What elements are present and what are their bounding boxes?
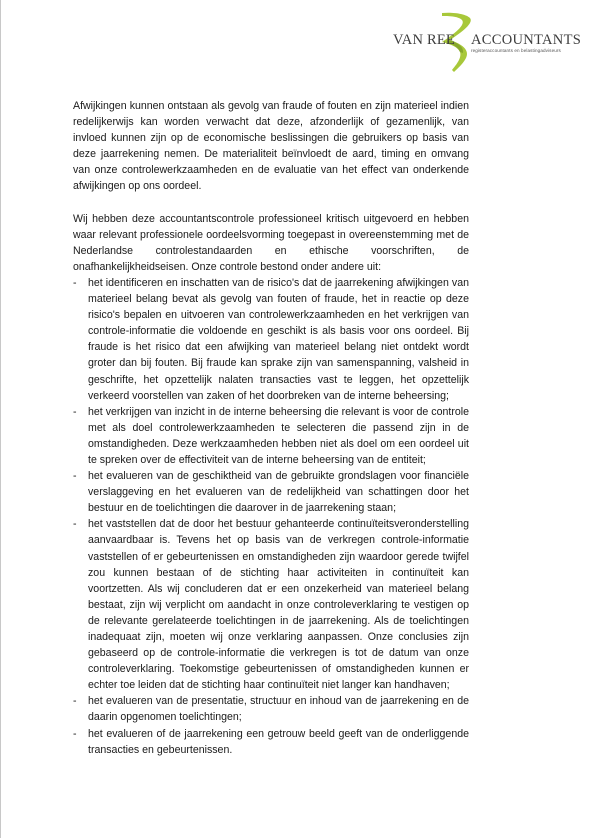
paragraph-materiality: Afwijkingen kunnen ontstaan als gevolg van fraude of fouten en zijn materieel indien redelijkerwijs kan worden verwacht dat deze, afzonderlijk of gezamenlijk, van invloed kunnen zijn op de economische beslissingen die gebruikers op basis van deze jaarrekening nemen. De materialiteit beïnvloedt de aard, timing en omvang van onze controlewerkzaamheden en de evaluatie van het effect van onderkende afwijkingen op ons oordeel. bbox=[73, 100, 469, 193]
bullet-marker: - bbox=[73, 727, 77, 740]
list-item bbox=[73, 404, 469, 468]
paragraph-audit-approach: Wij hebben deze accountantscontrole professioneel kritisch uitgevoerd en hebben waar relevant professionele oordeelsvorming toegepast in overeenstemming met de Nederlandse controlestandaarden en ethische voorschriften, de onafhankelijkheidseisen. Onze controle bestond onder andere uit: bbox=[73, 212, 469, 273]
list-item-text: het evalueren of de jaarrekening een getrouw beeld geeft van de onderliggende transacties en gebeurtenissen. bbox=[88, 727, 469, 756]
bullet-marker: - bbox=[73, 470, 77, 483]
list-item-text: het evalueren van de presentatie, structuur en inhoud van de jaarrekening en de daarin opgenomen toelichtingen; bbox=[88, 695, 469, 724]
bullet-marker: - bbox=[73, 695, 77, 708]
bullet-marker: - bbox=[73, 405, 77, 418]
bullet-marker: - bbox=[73, 518, 77, 531]
list-item bbox=[73, 275, 469, 404]
list-item bbox=[73, 693, 469, 725]
page-edge bbox=[0, 0, 1, 838]
logo-name-right: ACCOUNTANTS bbox=[471, 32, 582, 48]
logo-tagline: registeraccountants en belastingadviseurs bbox=[471, 48, 561, 53]
list-item bbox=[73, 468, 469, 516]
bullet-marker: - bbox=[73, 276, 77, 289]
list-item-text: het verkrijgen van inzicht in de interne beheersing die relevant is voor de controle met als doel controlewerkzaamheden te selecteren die passend zijn in de omstandigheden. Deze werkzaamheden hebben niet als doel om een oordeel uit te spreken over de effectiviteit van de interne beheersing van de entiteit; bbox=[88, 405, 469, 466]
list-item bbox=[73, 516, 469, 693]
document-body bbox=[73, 98, 469, 758]
logo-name-left: VAN REE bbox=[393, 32, 455, 48]
audit-procedures-list bbox=[73, 275, 469, 758]
list-item-text: het vaststellen dat de door het bestuur gehanteerde continuïteitsveronderstelling aanvaardbaar is. Tevens het op basis van de verkregen controle-informatie vaststellen of er gebeurtenissen en omstandigheden zijn waardoor gerede twijfel zou kunnen bestaan of de stichting haar activiteiten in continuïteit kan voortzetten. Als wij concluderen dat er een onzekerheid van materieel belang bestaat, zijn wij verplicht om aandacht in onze controleverklaring te vestigen op de relevante gerelateerde toelichtingen in de jaarrekening. Als de toelichtingen inadequaat zijn, moeten wij onze verklaring aanpassen. Onze conclusies zijn gebaseerd op de controle-informatie die verkregen is tot de datum van onze controleverklaring. Toekomstige gebeurtenissen of omstandigheden kunnen er echter toe leiden dat de stichting haar continuïteit niet langer kan handhaven; bbox=[88, 518, 469, 692]
list-item-text: het evalueren van de geschiktheid van de gebruikte grondslagen voor financiële verslaggeving en het evalueren van de redelijkheid van schattingen door het bestuur en de toelichtingen die daarover in de jaarrekening staan; bbox=[88, 470, 469, 515]
list-item bbox=[73, 726, 469, 758]
company-logo bbox=[392, 10, 582, 72]
list-item-text: het identificeren en inschatten van de risico's dat de jaarrekening afwijkingen van materieel belang bevat als gevolg van fouten of fraude, het in reactie op deze risico's bepalen en uitvoeren van controlewerkzaamheden en het verkrijgen van controle-informatie die voldoende en geschikt is als basis voor ons oordeel. Bij fraude is het risico dat een afwijking van materieel belang niet ontdekt wordt groter dan bij fouten. Bij fraude kan sprake zijn van samenspanning, valsheid in geschrifte, het opzettelijk nalaten transacties vast te leggen, het opzettelijk verkeerd voorstellen van zaken of het doorbreken van de interne beheersing; bbox=[88, 276, 469, 402]
